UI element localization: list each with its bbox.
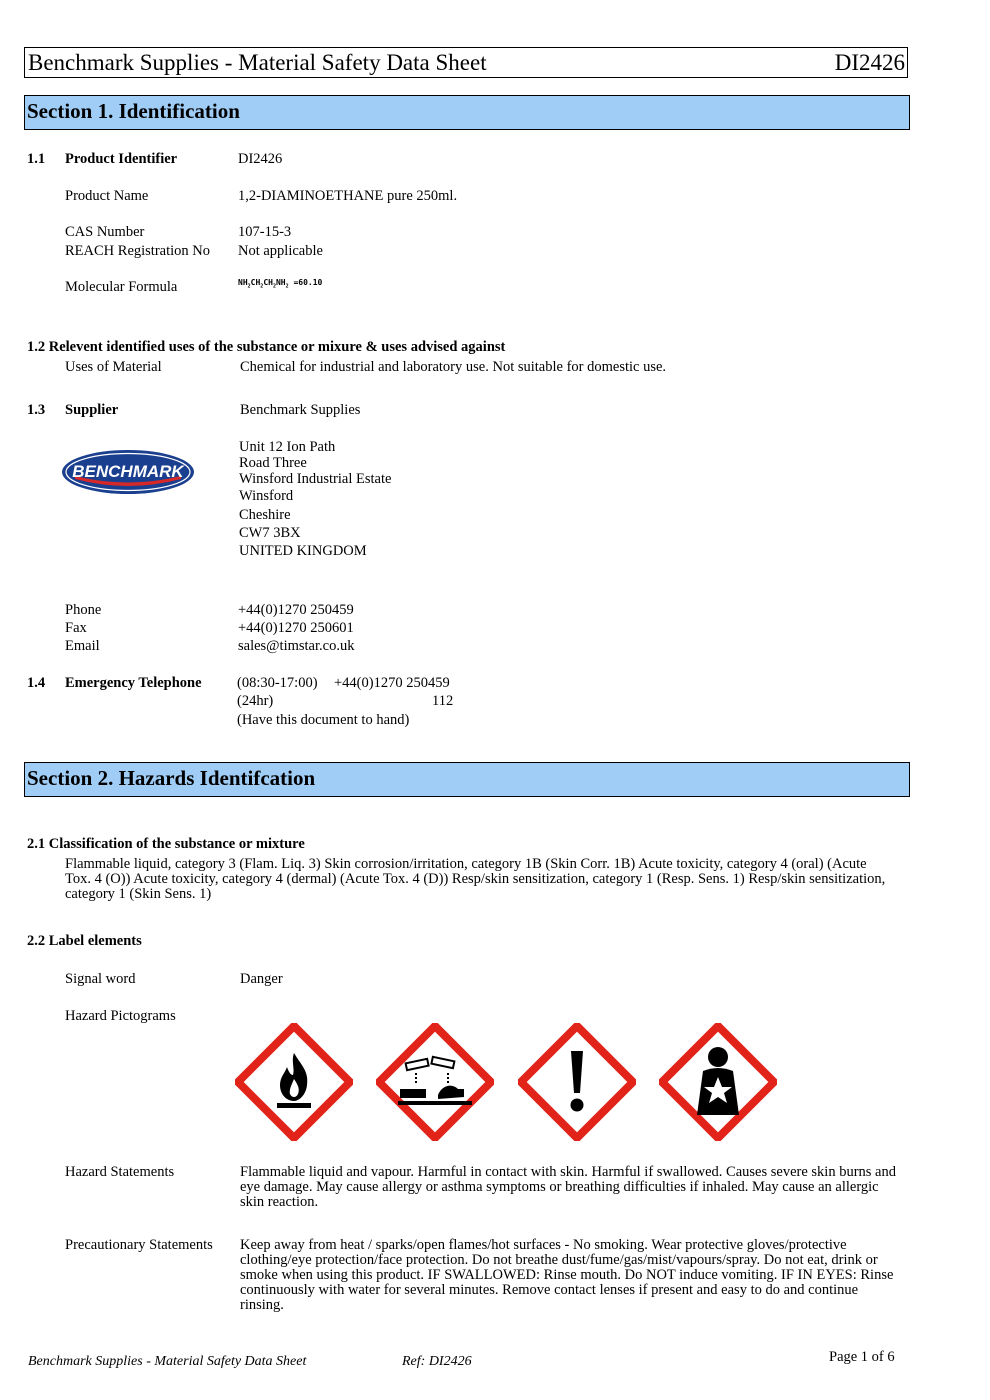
address-line: Road Three [239, 454, 307, 471]
precaution-line: smoke when using this product. IF SWALLOWED: Rinse mouth. Do NOT induce vomiting. IF IN EYES: Rinse [240, 1267, 894, 1283]
reach-value: Not applicable [238, 243, 323, 259]
emergency-hours: (08:30-17:00) [237, 675, 318, 691]
footer-title: Benchmark Supplies - Material Safety Data Sheet [28, 1354, 307, 1369]
exclamation-icon [518, 1023, 636, 1141]
document-title: Benchmark Supplies - Material Safety Data Sheet [28, 50, 487, 75]
phone-label: Phone [65, 602, 102, 618]
s22-heading: 2.2 Label elements [27, 933, 142, 949]
emergency-note: (Have this document to hand) [237, 712, 410, 728]
fax-label: Fax [65, 620, 87, 636]
address-line: UNITED KINGDOM [239, 542, 367, 559]
classification-text-cont [65, 872, 885, 902]
precaution-line: continuously with water for several minutes. Remove contact lenses if present and easy to do and continue [240, 1282, 859, 1298]
precaution-line: clothing/eye protection/face protection. Do not breathe dust/fume/gas/mist/vapours/spray. Do not eat, drink or [240, 1252, 878, 1268]
flame-icon [235, 1023, 353, 1141]
emergency-112: 112 [432, 693, 454, 709]
corrosion-icon [376, 1023, 494, 1141]
benchmark-logo [61, 449, 195, 495]
hazard-statements-label: Hazard Statements [65, 1164, 175, 1180]
formula-label: Molecular Formula [65, 279, 178, 295]
product-name-value: 1,2-DIAMINOETHANE pure 250ml. [238, 188, 458, 204]
uses-label: Uses of Material [65, 359, 162, 375]
document-code: DI2426 [834, 50, 905, 75]
hazard-statements [240, 1165, 896, 1210]
classification-line: Flammable liquid, category 3 (Flam. Liq. 3) Skin corrosion/irritation, category 1B (Skin Corr. 1B) Acute toxicity, category 4 (oral) (Acute [65, 856, 867, 872]
supplier-address [239, 440, 391, 560]
precautionary-statements-label: Precautionary Statements [65, 1237, 213, 1253]
molecular-formula: $NH_2CH_2CH_2NH_2 =60.10$ [238, 278, 323, 290]
hazard-line: skin reaction. [240, 1194, 319, 1210]
emergency-label: Emergency Telephone [65, 675, 202, 691]
address-line: Winsford Industrial Estate [239, 470, 392, 487]
classification-line: category 1 (Skin Sens. 1) [65, 886, 212, 902]
precaution-line: rinsing. [240, 1297, 284, 1313]
email-value: sales@timstar.co.uk [238, 638, 355, 654]
emergency-phone: +44(0)1270 250459 [334, 675, 450, 691]
section-1-header [24, 95, 910, 130]
reach-label: REACH Registration No [65, 243, 210, 259]
hazard-line: Flammable liquid and vapour. Harmful in contact with skin. Harmful if swallowed. Causes severe skin burns and [240, 1164, 896, 1180]
fax-value: +44(0)1270 250601 [238, 620, 354, 636]
precautionary-statements [240, 1238, 893, 1313]
s12-heading: 1.2 Relevent identified uses of the substance or mixure & uses advised against [27, 339, 506, 355]
footer-ref: Ref: DI2426 [402, 1354, 472, 1369]
section-2-title: Section 2. Hazards Identifcation [27, 766, 316, 790]
s13-number: 1.3 [27, 402, 46, 418]
address-line: Unit 12 Ion Path [239, 439, 336, 455]
health-hazard-icon [659, 1023, 777, 1141]
page-number: Page 1 of 6 [829, 1349, 895, 1365]
supplier-label: Supplier [65, 402, 119, 418]
supplier-value: Benchmark Supplies [240, 402, 361, 418]
address-line: CW7 3BX [239, 524, 301, 541]
cas-label: CAS Number [65, 224, 145, 240]
product-identifier-value: DI2426 [238, 151, 283, 167]
s11-number: 1.1 [27, 151, 46, 167]
product-identifier-label: Product Identifier [65, 151, 178, 167]
hazard-line: eye damage. May cause allergy or asthma symptoms or breathing difficulties if inhaled. May cause an allergic [240, 1179, 879, 1195]
logo-text: BENCHMARK [72, 462, 184, 481]
section-1-title: Section 1. Identification [27, 99, 240, 123]
emergency-24hr: (24hr) [237, 693, 274, 709]
hazard-pictograms-label: Hazard Pictograms [65, 1008, 176, 1024]
s14-number: 1.4 [27, 675, 46, 691]
precaution-line: Keep away from heat / sparks/open flames/hot surfaces - No smoking. Wear protective gloves/protective [240, 1237, 847, 1253]
classification-text [65, 857, 867, 872]
signal-word-value: Danger [240, 971, 283, 987]
section-2-header [24, 762, 910, 797]
s21-heading: 2.1 Classification of the substance or mixture [27, 836, 305, 852]
classification-line: Tox. 4 (O)) Acute toxicity, category 4 (dermal) (Acute Tox. 4 (D)) Resp/skin sensitization, category 1 (Resp. Sens. 1) Resp/skin sensitization, [65, 871, 886, 887]
uses-value: Chemical for industrial and laboratory use. Not suitable for domestic use. [240, 359, 667, 375]
document-header [24, 47, 908, 78]
email-label: Email [65, 638, 100, 654]
signal-word-label: Signal word [65, 971, 136, 987]
phone-value: +44(0)1270 250459 [238, 602, 354, 618]
product-name-label: Product Name [65, 188, 149, 204]
address-line: Cheshire [239, 507, 291, 524]
cas-value: 107-15-3 [238, 224, 292, 240]
address-line: Winsford [239, 488, 294, 505]
